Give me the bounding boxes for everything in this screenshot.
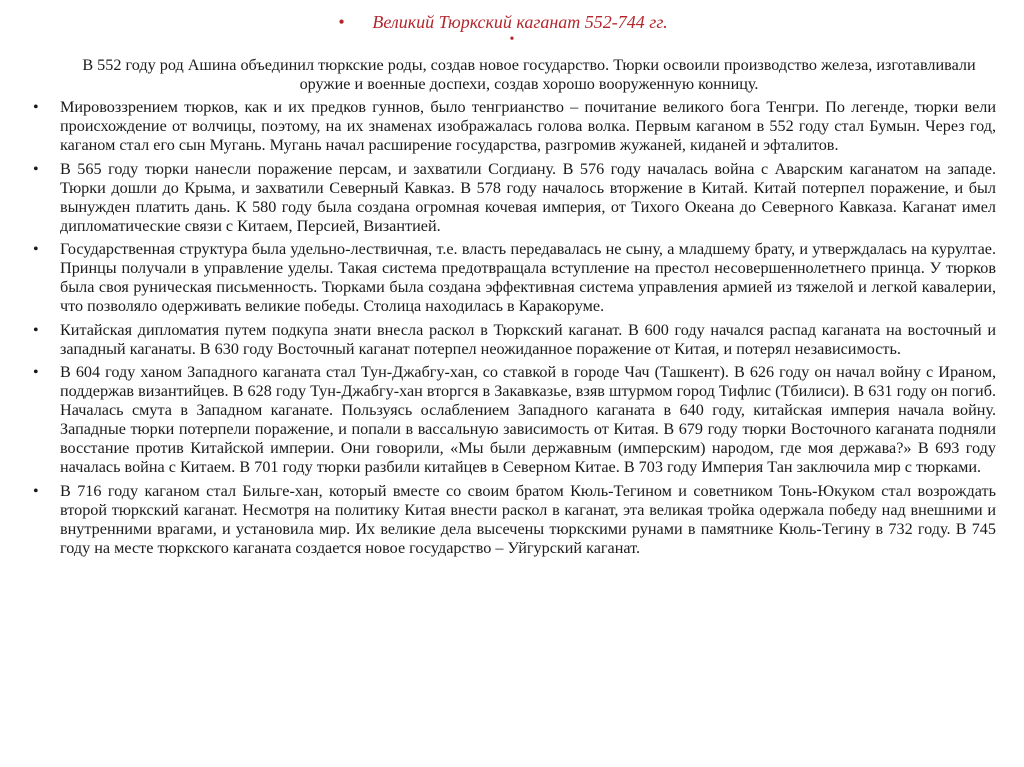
list-item-text: В 604 году ханом Западного каганата стал Тун-Джабгу-хан, со ставкой в городе Чач (Ташкент). В 626 году он начал войну с Ираном, поддержав византийцев. В 628 году Тун-Джабгу-хан вторгся в Закавказье, взяв штурмом город Тифлис (Тбилиси). В 631 году он погиб. Началась смута в Западном каганате. Пользуясь ослаблением Западного каганата в 640 году, китайская империя начала войну. Западные тюрки потерпели поражение, и попали в вассальную зависимость от Китая. В 679 году тюрки Восточного каганата подняли восстание против Китайской империи. Они говорили, «Мы были державным (имперским) народом, где моя держава?» В 693 году началась война с Китаем. В 701 году тюрки разбили китайцев в Северном Китае. В 703 году Империя Тан заключила мир с тюрками.	[60, 363, 996, 476]
bullet-icon: •	[33, 241, 39, 258]
intro-paragraph: В 552 году род Ашина объединил тюркские роды, создав новое государство. Тюрки освоили производство железа, изготавливали оружие и военные доспехи, создав хорошо вооруженную конницу.	[82, 56, 976, 93]
list-item-text: Китайская дипломатия путем подкупа знати внесла раскол в Тюркский каганат. В 600 году начался распад каганата на восточный и западный каганаты. В 630 году Восточный каганат потерпел неожиданное поражение от Китая, и потерял независимость.	[60, 320, 996, 358]
list-item	[0, 363, 1024, 477]
title-block	[0, 12, 1024, 47]
list-item	[0, 321, 1024, 359]
bullet-icon: •	[33, 321, 39, 339]
bullet-icon: •	[33, 99, 39, 116]
list-item	[0, 482, 1024, 558]
title-bullet: •	[338, 12, 345, 32]
list-item-text: Мировоззрением тюрков, как и их предков гуннов, было тенгрианство – почитание великого бога Тенгри. По легенде, тюрки вели происхождение от волчицы, поэтому, на их знаменах изображалась голова волка. Первым каганом в 552 году стал Бумын. Через год, каганом стал его сын Мугань. Мугань начал расширение государства, разгромив жужаней, киданей и эфталитов.	[60, 98, 996, 154]
slide-title-line	[338, 12, 668, 32]
slide-title: Великий Тюркский каганат 552-744 гг.	[372, 12, 668, 32]
list-item-text: Государственная структура была удельно-лествичная, т.е. власть передавалась не сыну, а младшему брату, и утверждалась на курултае. Принцы получали в управление уделы. Такая система предотвращала вступление на престол несовершеннолетнего принца. У тюрков была своя руническая письменность. Тюрками была создана эффективная система управления армией из тяжелой и легкой кавалерии, что позволяло одерживать великие победы. Столица находилась в Каракоруме.	[60, 240, 996, 315]
bullet-list	[0, 98, 1024, 562]
title-sub-bullet: •	[509, 32, 515, 47]
list-item	[0, 98, 1024, 155]
list-item-text: В 716 году каганом стал Бильге-хан, который вместе со своим братом Кюль-Тегином и советником Тонь-Юкуком стал возрождать второй тюркский каганат. Несмотря на политику Китая внести раскол в каганат, эта великая тройка одержала победу над внешними и внутренними врагами, и установила мир. Их великие дела высечены тюркскими рунами в памятнике Кюль-Тегину в 732 году. В 745 году на месте тюркского каганата создается новое государство – Уйгурский каганат.	[60, 481, 996, 557]
list-item-text: В 565 году тюрки нанесли поражение персам, и захватили Согдиану. В 576 году началась война с Аварским каганатом на западе. Тюрки дошли до Крыма, и захватили Северный Кавказ. В 578 году началось вторжение в Китай. Китай потерпел поражение, и был вынужден платить дань. К 580 году была создана огромная кочевая империя, от Тихого Океана до Северного Кавказа. Каганат имел дипломатические связи с Китаем, Персией, Византией.	[60, 159, 996, 235]
bullet-icon: •	[33, 482, 39, 500]
list-item	[0, 240, 1024, 316]
list-item	[0, 160, 1024, 236]
bullet-icon: •	[33, 364, 39, 381]
bullet-icon: •	[33, 160, 39, 178]
